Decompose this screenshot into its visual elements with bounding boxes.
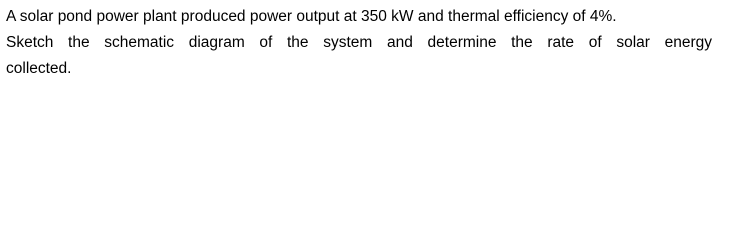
problem-line: collected. bbox=[6, 60, 72, 77]
problem-line: A solar pond power plant produced power output at 350 kW and thermal efficiency of 4%. bbox=[6, 8, 617, 25]
problem-statement bbox=[6, 4, 746, 82]
problem-line: Sketch the schematic diagram of the system and determine the rate of solar energy bbox=[6, 34, 712, 51]
